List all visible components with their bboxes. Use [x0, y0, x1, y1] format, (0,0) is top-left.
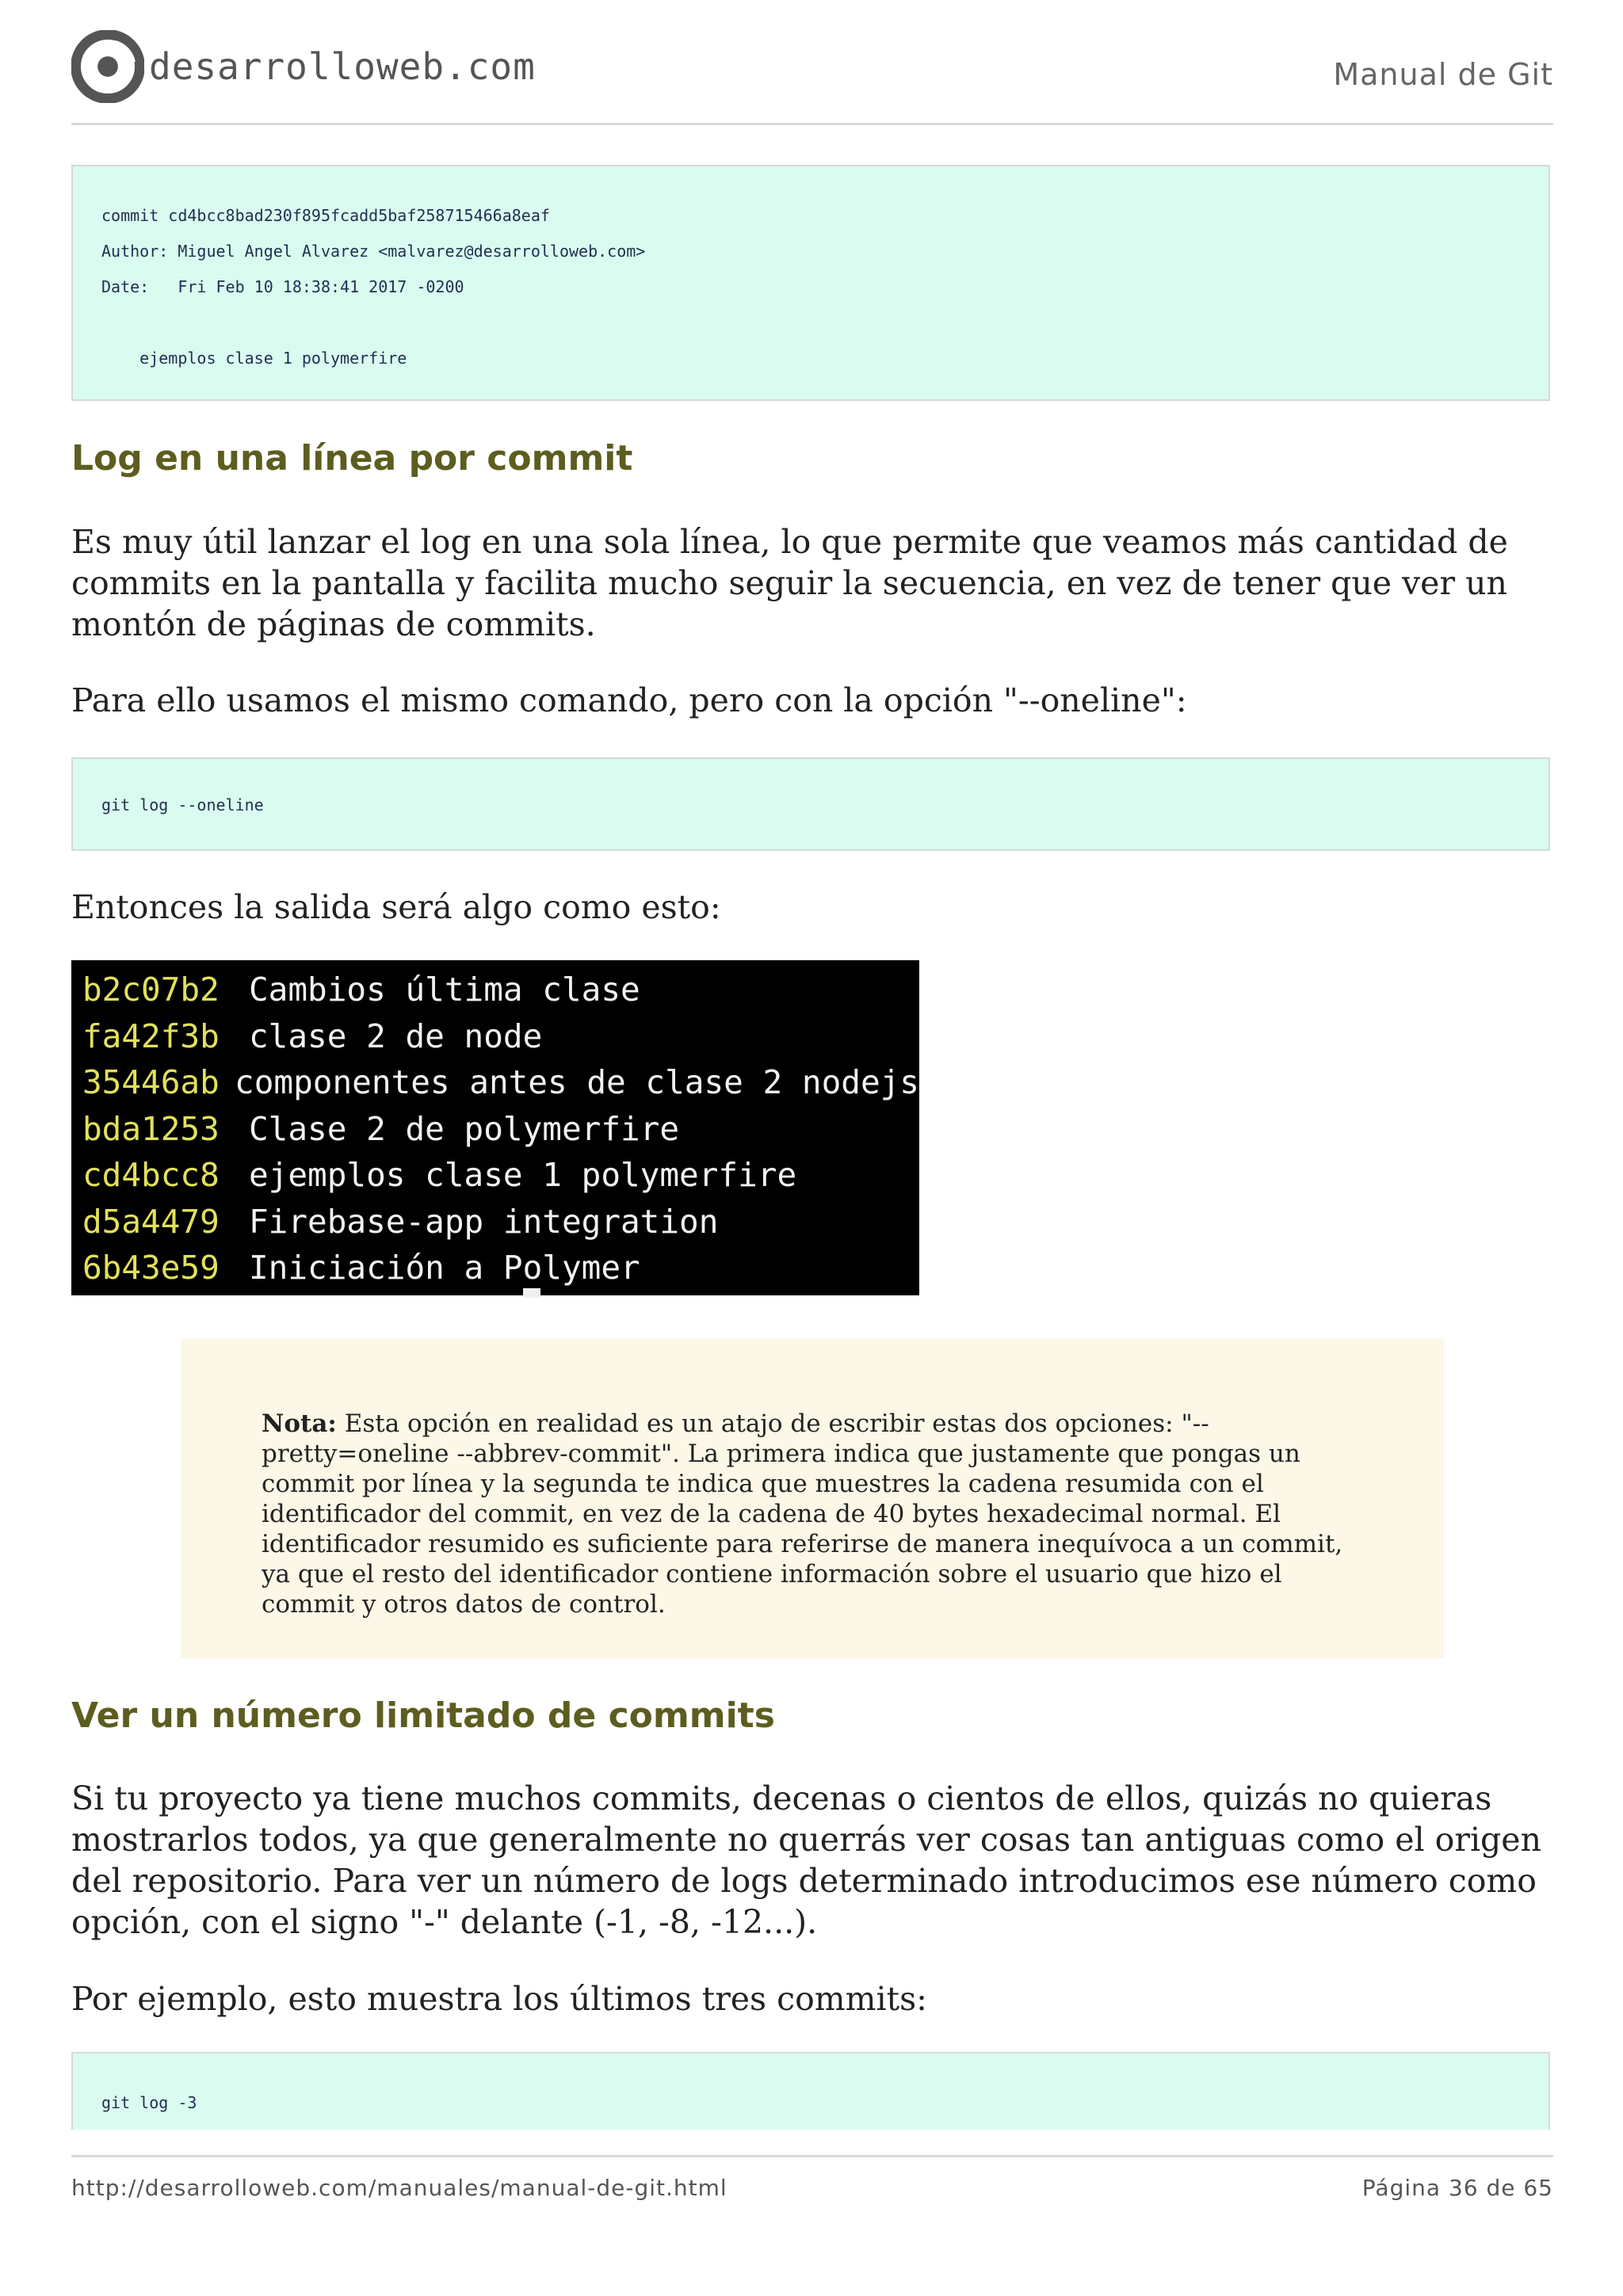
terminal-row [71, 1013, 919, 1060]
terminal-row [71, 1245, 919, 1291]
commit-hash: 6b43e59 [82, 1249, 220, 1287]
commit-hash: b2c07b2 [82, 971, 220, 1009]
commit-hash: 35446ab [82, 1063, 220, 1102]
page-header [71, 24, 1553, 125]
terminal-row [71, 1152, 919, 1199]
code-line: ejemplos clase 1 polymerfire [101, 349, 407, 368]
code-line: Date: Fri Feb 10 18:38:41 2017 -0200 [101, 277, 464, 296]
logo-text: desarrolloweb.com [149, 45, 536, 88]
terminal-cursor [523, 1288, 540, 1298]
commit-message: Iniciación a Polymer [249, 1249, 640, 1287]
commit-hash: bda1253 [82, 1109, 220, 1148]
note-label: Nota: [262, 1409, 337, 1438]
paragraph: Para ello usamos el mismo comando, pero con la opción "--oneline": [71, 681, 1187, 719]
site-logo [71, 27, 536, 106]
commit-message: Firebase-app integration [249, 1202, 719, 1241]
commit-code-block [71, 165, 1550, 401]
terminal-output [71, 960, 919, 1295]
note-box [181, 1339, 1444, 1658]
commit-hash: d5a4479 [82, 1202, 220, 1241]
manual-title: Manual de Git [1333, 57, 1553, 92]
logo-icon [71, 30, 144, 103]
terminal-row [71, 1199, 919, 1245]
oneline-code-block [71, 757, 1550, 851]
commit-message: Cambios última clase [249, 971, 640, 1009]
section-heading: Log en una línea por commit [71, 438, 633, 479]
note-body: Esta opción en realidad es un atajo de escribir estas dos opciones: "--pretty=oneline --abbrev-commit". La primera indica que justamente que pongas un commit por línea y la segunda te indica que muestres la cadena resumida con el identificador del commit, en vez de la cadena de 40 bytes hexadecimal normal. El identificador resumido es suficiente para referirse de manera inequívoca a un commit, ya que el resto del identificador contiene información sobre el usuario que hizo el commit y otros datos de control. [262, 1409, 1343, 1619]
commit-message: Clase 2 de polymerfire [249, 1109, 680, 1148]
code-line: git log -3 [101, 2093, 197, 2112]
code-line: git log --oneline [101, 795, 264, 814]
terminal-row [71, 1106, 919, 1153]
terminal-row [71, 967, 919, 1013]
footer-url: http://desarrolloweb.com/manuales/manual-de-git.html [71, 2175, 727, 2201]
page-footer [71, 2155, 1553, 2201]
paragraph: Por ejemplo, esto muestra los últimos tres commits: [71, 1980, 927, 2018]
paragraph: Si tu proyecto ya tiene muchos commits, decenas o cientos de ellos, quizás no quieras mostrarlos todos, ya que generalmente no querrás ver cosas tan antiguas como el origen del repositorio. Para ver un número de logs determinado introducimos ese número como opción, con el signo "-" delante (-1, -8, -12...). [71, 1779, 1541, 1941]
paragraph: Entonces la salida será algo como esto: [71, 888, 721, 926]
section-heading: Ver un número limitado de commits [71, 1695, 775, 1736]
commit-message: ejemplos clase 1 polymerfire [249, 1156, 797, 1195]
page-number: Página 36 de 65 [1361, 2175, 1553, 2201]
commit-message: componentes antes de clase 2 nodejs [235, 1063, 919, 1102]
note-text [262, 1409, 1379, 1619]
code-line: commit cd4bcc8bad230f895fcadd5baf258715466a8eaf [101, 206, 550, 225]
paragraph: Es muy útil lanzar el log en una sola línea, lo que permite que veamos más cantidad de commits en la pantalla y facilita mucho seguir la secuencia, en vez de tener que ver un montón de páginas de commits. [71, 523, 1508, 643]
commit-hash: fa42f3b [82, 1016, 220, 1055]
code-line: Author: Miguel Angel Alvarez <malvarez@desarrolloweb.com> [101, 242, 646, 261]
commit-message: clase 2 de node [249, 1016, 543, 1055]
limit-code-block [71, 2052, 1550, 2130]
commit-hash: cd4bcc8 [82, 1156, 220, 1195]
terminal-row [71, 1059, 919, 1106]
